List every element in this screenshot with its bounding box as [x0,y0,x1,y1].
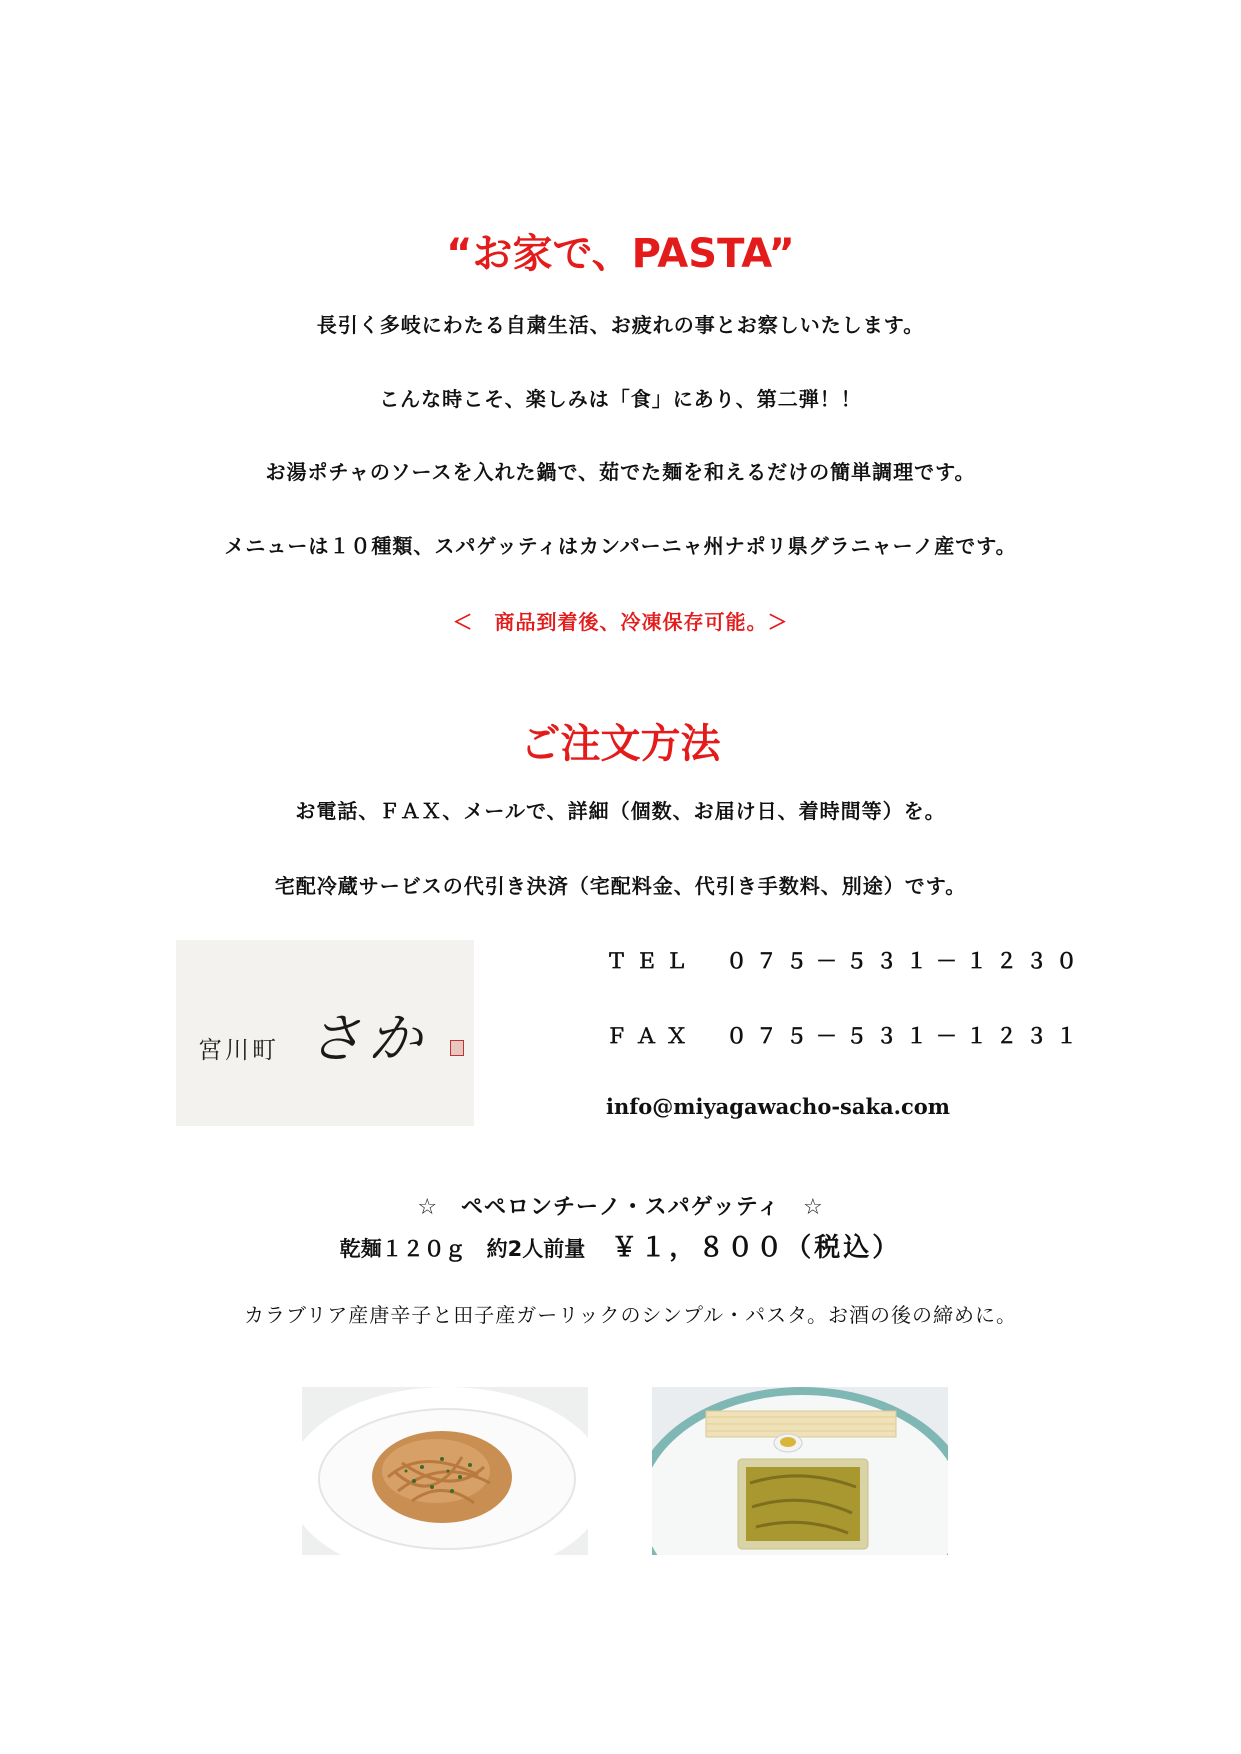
order-line-2: 宅配冷蔵サービスの代引き決済（宅配料金、代引き手数料、別途）です。 [274,874,967,898]
intro-line-3: お湯ポチャのソースを入れた鍋で、茹でた麺を和えるだけの簡単調理です。 [265,460,976,484]
logo-name-text: さか [308,1007,428,1070]
restaurant-logo [176,940,474,1126]
order-line-1: お電話、ＦＡＸ、メールで、詳細（個数、お届け日、着時間等）を。 [295,799,946,823]
product-price: ￥１，８００（税込） [611,1233,902,1263]
product-name: ☆ ペペロンチーノ・スパゲッティ ☆ [417,1195,824,1220]
seal-stamp-icon [450,1040,464,1056]
pasta-package-image [652,1387,948,1555]
product-spec-price [0,1227,1241,1264]
pasta-package-photo [652,1387,948,1555]
intro-line-4: メニューは１０種類、スパゲッティはカンパーニャ州ナポリ県グラニャーノ産です。 [224,534,1017,558]
page-title: “お家で、PASTA” [446,231,795,277]
email-address[interactable]: info@miyagawacho-saka.com [606,1094,950,1119]
intro-line-2: こんな時こそ、楽しみは「食」にあり、第二弾！！ [379,387,862,411]
order-method-title: ご注文方法 [520,721,721,767]
pasta-dish-image [302,1387,588,1555]
product-spec: 乾麺１２０ｇ 約2人前量 [339,1237,586,1261]
tel-number: ＴＥＬ ０７５－５３１－１２３０ [606,948,1086,973]
pasta-dish-photo [302,1387,588,1555]
fax-number: ＦＡＸ ０７５－５３１－１２３１ [606,1023,1086,1048]
logo-district-text: 宮川町 [198,1036,279,1064]
product-description: カラブリア産唐辛子と田子産ガーリックのシンプル・パスタ。お酒の後の締めに。 [244,1303,1017,1327]
intro-line-1: 長引く多岐にわたる自粛生活、お疲れの事とお察しいたします。 [316,313,925,337]
storage-notice: ＜ 商品到着後、冷凍保存可能。＞ [452,610,789,634]
